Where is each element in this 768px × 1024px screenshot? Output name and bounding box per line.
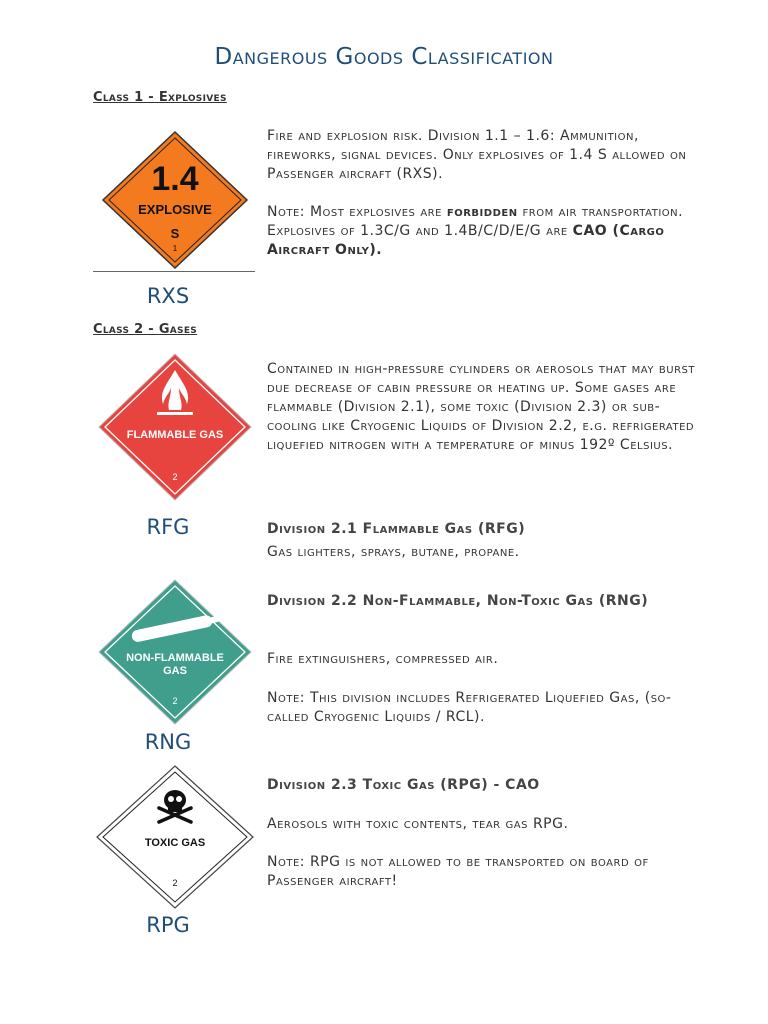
div21-text: Gas lighters, sprays, butane, propane. [267, 544, 520, 560]
code-label-rng: RNG [144, 730, 192, 754]
class1-note-bold: forbidden [446, 204, 518, 220]
divider-line [93, 271, 255, 272]
code-label-rxs: RXS [146, 284, 190, 308]
class1-note-bold2: CAO (Cargo Aircraft Only). [267, 223, 665, 258]
div23-heading: Division 2.3 Toxic Gas (RPG) - CAO [267, 777, 540, 793]
div22-note: Note: This division includes Refrigerated Liquefied Gas, (so-called Cryogenic Liquids / RCL). [267, 690, 672, 725]
placard-class-number: 2 [172, 472, 178, 482]
placard-word: TOXIC GAS [144, 837, 206, 849]
flammable-gas-placard [95, 352, 255, 502]
class2-heading: Class 2 - Gases [93, 322, 198, 337]
div21-heading: Division 2.1 Flammable Gas (RFG) [267, 521, 526, 537]
div23-note: Note: RPG is not allowed to be transported on board of Passenger aircraft! [267, 854, 649, 889]
placard-class-number: 1 [172, 244, 178, 253]
class1-note-prefix: Note: Most explosives are [267, 204, 447, 220]
placard-word-1: NON-FLAMMABLE [126, 652, 224, 664]
placard-word: FLAMMABLE GAS [126, 429, 224, 441]
class1-description [267, 127, 707, 260]
placard-number: 1.4 [151, 160, 199, 198]
non-flammable-gas-placard [95, 578, 255, 726]
placard-class-number: 2 [172, 878, 178, 888]
placard-word-2: GAS [163, 665, 187, 677]
code-label-rpg: RPG [146, 913, 190, 937]
class1-desc-text: Fire and explosion risk. Division 1.1 – 1.6: Ammunition, fireworks, signal devices. Only explosives of 1.4 S allowed on Passenger aircraft (RXS). [267, 128, 687, 182]
explosive-placard [95, 128, 255, 272]
class1-heading: Class 1 - Explosives [93, 90, 227, 105]
div22-heading: Division 2.2 Non-Flammable, Non-Toxic Gas (RNG) [267, 593, 649, 609]
class2-description: Contained in high-pressure cylinders or aerosols that may burst due decrease of cabin pressure or heating up. Some gases are flammable (Division 2.1), some toxic (Division 2.3) or sub-cooling like Cryogenic Liquids of Division 2.2, e.g. refrigerated liquefied nitrogen with a temperature of minus 192º Celsius. [267, 361, 695, 453]
placard-compat: S [170, 226, 180, 241]
div22-text: Fire extinguishers, compressed air. [267, 651, 499, 667]
class1-note-mid: from air transportation. Explosives of 1.3C/G and 1.4B/C/D/E/G are [267, 204, 684, 239]
class1-note [267, 203, 707, 260]
placard-class-number: 2 [172, 696, 178, 706]
page-title: Dangerous Goods Classification [214, 44, 554, 70]
toxic-gas-placard [93, 764, 257, 910]
placard-word: EXPLOSIVE [138, 202, 212, 217]
code-label-rfg: RFG [146, 515, 190, 539]
div23-text: Aerosols with toxic contents, tear gas RPG. [267, 816, 569, 832]
